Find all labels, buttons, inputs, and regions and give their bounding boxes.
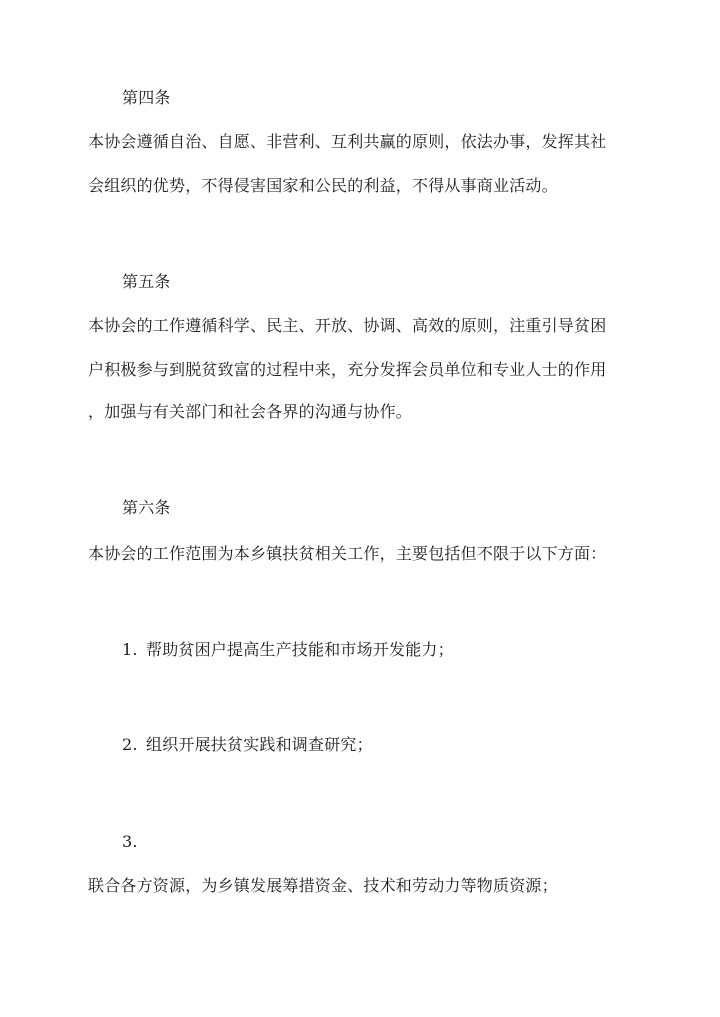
article-5-line-3: ，加强与有关部门和社会各界的沟通与协作。 bbox=[88, 402, 413, 421]
article-5-line-2: 户积极参与到脱贫致富的过程中来，充分发挥会员单位和专业人士的作用 bbox=[88, 360, 607, 379]
article-4-line-1: 本协会遵循自治、自愿、非营利、互利共赢的原则，依法办事，发挥其社 bbox=[88, 132, 607, 151]
list-item-2-number: 2. bbox=[122, 735, 138, 754]
article-6-line-1: 本协会的工作范围为本乡镇扶贫相关工作，主要包括但不限于以下方面： bbox=[88, 544, 607, 563]
article-5-line-1: 本协会的工作遵循科学、民主、开放、协调、高效的原则，注重引导贫困 bbox=[88, 316, 607, 335]
article-5-heading: 第五条 bbox=[122, 272, 171, 291]
list-item-2-text: 组织开展扶贫实践和调查研究； bbox=[146, 735, 373, 754]
list-item-1-number: 1. bbox=[122, 640, 138, 659]
list-item-1-text: 帮助贫困户提高生产技能和市场开发能力； bbox=[146, 640, 454, 659]
list-item-3-number: 3. bbox=[122, 832, 138, 851]
article-6-heading: 第六条 bbox=[122, 498, 171, 517]
list-item-3-text: 联合各方资源，为乡镇发展筹措资金、技术和劳动力等物质资源； bbox=[88, 876, 558, 895]
article-4-line-2: 会组织的优势，不得侵害国家和公民的利益，不得从事商业活动。 bbox=[88, 176, 558, 195]
article-4-heading: 第四条 bbox=[122, 88, 171, 107]
